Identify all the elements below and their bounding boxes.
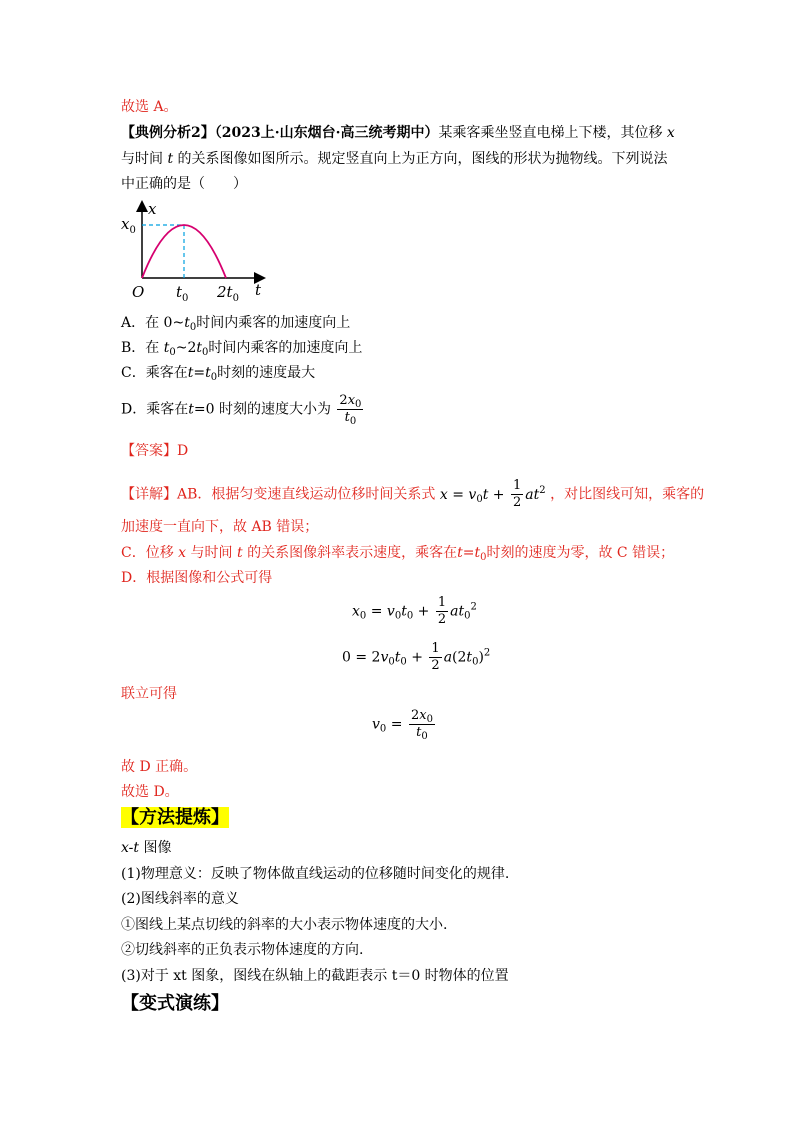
method-line-2: (2)图线斜率的意义 [121, 891, 239, 907]
detail-line-1: 【详解】AB．根据匀变速直线运动位移时间关系式 $x = v_0t$ + $\frac{1}{2}$ $at^2$ ，对比图线可知，乘客的 [121, 478, 705, 510]
option-d: D．乘客在t=0 时刻的速度大小为 $\frac{2x_0}{t_0}$ [121, 393, 362, 427]
detail-line-c: C．位移 x 与时间 t 的关系图像斜率表示速度，乘客在$t=t_0$时刻的速度为零，故 C 错误； [121, 545, 675, 563]
xt-title: x-t 图像 [121, 840, 172, 856]
method-heading: 【方法提炼】 [121, 807, 229, 828]
example-text-2: 与时间 [121, 151, 163, 167]
select-a-text: 故选 A。 [121, 99, 178, 115]
equation-2: $0 = 2v_0t_0$ + $\frac{1}{2}$ $a(2t_0)^2$ [342, 641, 491, 673]
variant-heading: 【变式演练】 [121, 993, 229, 1014]
fraction-2x0-t0: $\frac{2x_0}{t_0}$ [339, 393, 362, 427]
detail-line-d: D．根据图像和公式可得 [121, 570, 273, 586]
example-line-1: 【典例分析2】（2023上·山东烟台·高三统考期中）某乘客乘坐竖直电梯上下楼，其位移 x [121, 125, 675, 141]
select-d-line: 故选 D。 [121, 784, 179, 800]
example-text-1: 某乘客乘坐竖直电梯上下楼，其位移 [438, 125, 663, 141]
example-line-2: 与时间 t 的关系图像如图所示。规定竖直向上为正方向，图线的形状为抛物线。下列说法 [121, 151, 668, 167]
equation-1: $x_0 = v_0t_0$ + $\frac{1}{2}$ $at_0^2$ [352, 595, 477, 627]
y-tick-x0: $x_0$ [121, 215, 136, 236]
method-line-3: ①图线上某点切线的斜率的大小表示物体速度的大小. [121, 917, 448, 933]
xt-graph [118, 198, 278, 310]
detail-line-2: 加速度一直向下，故 AB 错误； [121, 519, 319, 535]
option-a: A．在 $0\sim t_0$时间内乘客的加速度向上 [121, 315, 351, 333]
method-line-1: (1)物理意义：反映了物体做直线运动的位移随时间变化的规律. [121, 866, 510, 882]
method-line-5: (3)对于 xt 图象，图线在纵轴上的截距表示 t＝0 时物体的位置 [121, 968, 509, 984]
t0-label: $t_0$ [176, 283, 189, 304]
example-text-3: 的关系图像如图所示。规定竖直向上为正方向，图线的形状为抛物线。下列说法 [177, 151, 668, 167]
answer-line: 【答案】D [121, 443, 189, 459]
x-axis-label: x [148, 200, 157, 218]
method-line-4: ②切线斜率的正负表示物体速度的方向. [121, 942, 364, 958]
example-line-3: 中正确的是（ ） [121, 176, 247, 192]
equation-3: $v_0$ = $\frac{2x_0}{t_0}$ [372, 708, 433, 742]
two-t0-label: $2t_0$ [217, 283, 239, 304]
option-b: B．在 $t_0\sim 2t_0$时间内乘客的加速度向上 [121, 340, 363, 358]
combine-line: 联立可得 [121, 686, 177, 702]
t-axis-label: t [255, 281, 262, 299]
example-tag: 【典例分析2】 [121, 125, 215, 141]
d-correct-line: 故 D 正确。 [121, 759, 198, 775]
option-c: C．乘客在$t=t_0$时刻的速度最大 [121, 365, 316, 383]
example-source: （2023上·山东烟台·高三统考期中） [214, 125, 439, 141]
origin-label: O [132, 283, 145, 301]
